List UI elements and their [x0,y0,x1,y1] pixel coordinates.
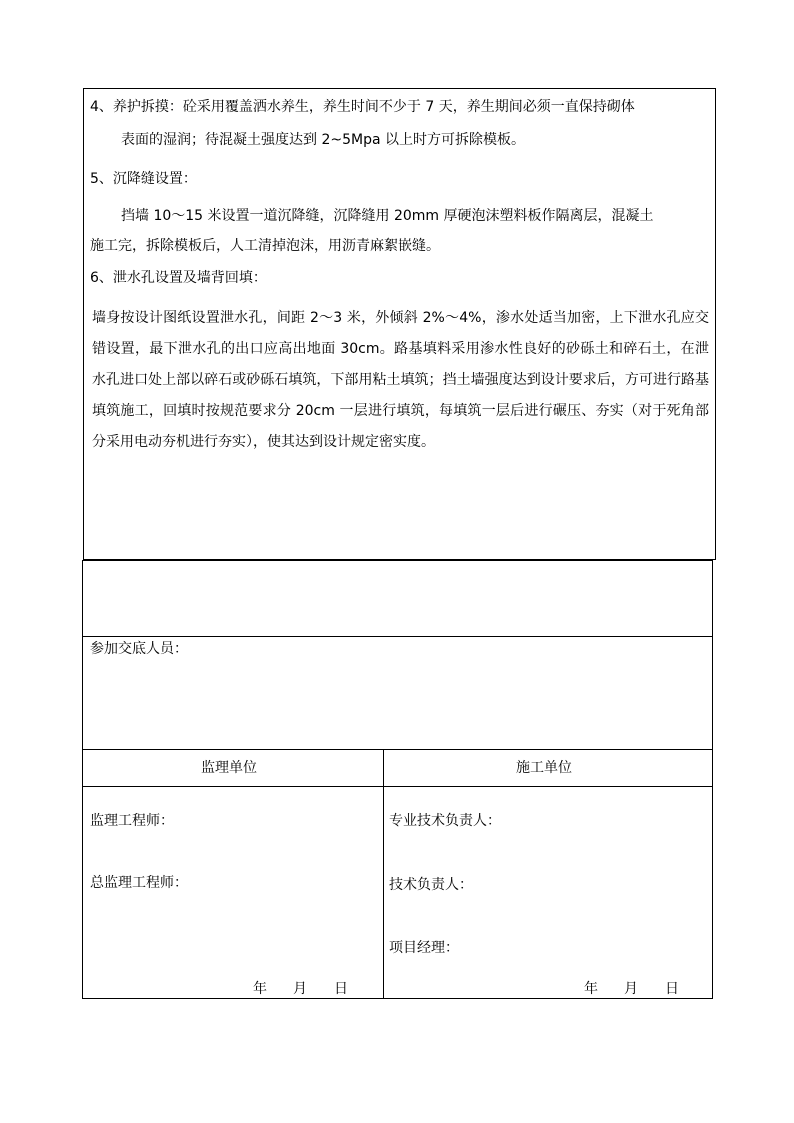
supervising-engineer-label: 监理工程师： [90,813,174,829]
date-day: 日 [665,981,679,997]
construction-unit-header: 施工单位 [516,760,572,776]
tech-lead-label: 专业技术负责人： [389,813,501,829]
date-year: 年 [253,981,267,997]
signoff-table [82,560,713,999]
item4-line2: 表面的湿润；待混凝土强度达到 2~5Mpa 以上时方可拆除模板。 [121,132,525,148]
chief-supervising-engineer-label: 总监理工程师： [90,875,188,891]
row-divider [83,636,712,637]
supervision-unit-header: 监理单位 [201,760,257,776]
date-day: 日 [334,981,348,997]
construction-content-box [83,88,716,560]
participants-label: 参加交底人员： [90,641,188,657]
project-manager-label: 项目经理： [389,940,459,956]
item6-title: 6、泄水孔设置及墙背回填： [90,270,267,286]
tech-manager-label: 技术负责人： [389,877,473,893]
item4-line1: 4、养护拆摸：砼采用覆盖洒水养生，养生时间不少于 7 天，养生期间必须一直保持砌体 [90,99,635,115]
row-divider [83,786,712,787]
date-month: 月 [624,981,638,997]
item6-paragraph: 墙身按设计图纸设置泄水孔，间距 2～3 米，外倾斜 2%～4%，渗水处适当加密，上下泄水孔应交错设置，最下泄水孔的出口应高出地面 30cm。路基填料采用渗水性良好的砂砾土和碎石土，在泄水孔进口处上部以碎石或砂砾石填筑，下部用粘土填筑；挡土墙强度达到设计要求后，方可进行路基填筑施工，回填时按规范要求分 20cm 一层进行填筑，每填筑一层后进行碾压、夯实（对于死角部分采用电动夯机进行夯实），使其达到设计规定密实度。 [92,310,709,450]
item5-title: 5、沉降缝设置： [90,171,197,187]
date-year: 年 [584,981,598,997]
row-divider [83,749,712,750]
item5-line1: 挡墙 10～15 米设置一道沉降缝，沉降缝用 20mm 厚硬泡沫塑料板作隔离层，混凝土 [121,208,654,224]
item5-line2: 施工完，拆除模板后，人工清掉泡沫，用沥青麻絮嵌缝。 [90,238,440,254]
date-month: 月 [293,981,307,997]
